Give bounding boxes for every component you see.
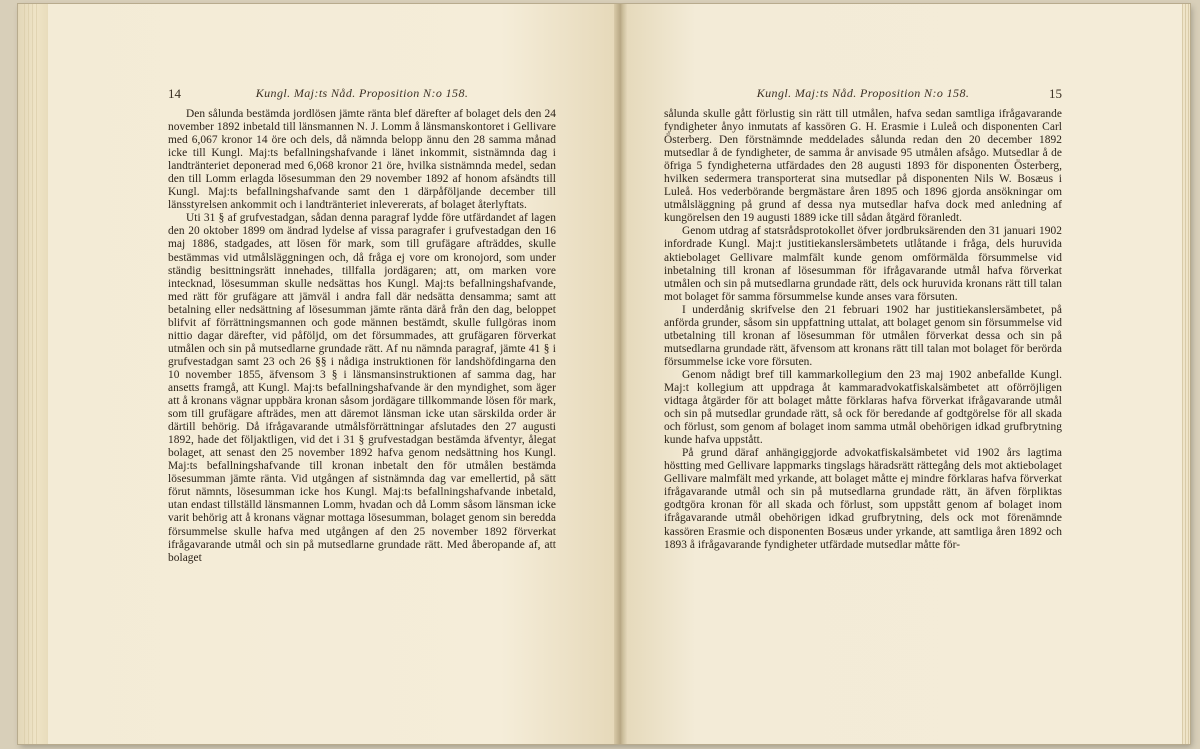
book-gutter bbox=[614, 4, 628, 744]
paragraph: Uti 31 § af grufvestadgan, sådan denna paragraf lydde före utfärdandet af lagen den 20 oktober 1899 om ändrad lydelse af vissa paragrafer i grufvestadgan den 16 maj 1886, stadgades, att lösen för mark, som till grufägare afträddes, skulle bestämmas vid utmålsläggningen och, då fråga ej vore om kronojord, som under ständig besittningsrätt innehades, tillfalla jordägaren; att, om marken vore intecknad, lösesumman skulle nedsättas hos Kungl. Maj:ts befallningshafvande, med rätt för grufägare att jämväl i andra fall där nedsätta densamma; samt att betalning eller nedsättning af lösesumman jämte ränta därå från den dag, beloppet blifvit af förrättningsmannen och gode männen bestämdt, skulle fullgöras inom nittio dagar därefter, vid påföljd, om det försummades, att grufägaren förverkat utmålen och sin på mutsedlarne grundade rätt. Af nu nämnda paragraf, jämte 41 § i grufvestadgan samt 23 och 26 §§ i nådiga instruktionen för landshöfdingarna den 10 november 1855, äfvensom 3 § i länsmansinstruktionen af samma dag, har ansetts framgå, att Kungl. Maj:ts befallningshafvande är den myndighet, som äger att å kronans vägnar uppbära kronan såsom jordägare tillkommande lösen för mark, som till grufägare afträdes, men att däremot länsman icke utan särskilda order är därtill behörig. Då ifrågavarande utmålsförrättningar afslutades den 27 augusti 1892, hade det följaktligen, vid det i 31 § grufvestadgan bestämda äfventyr, ålegat bolaget, att senast den 25 november 1892 hafva genom nedsättning hos Kungl. Maj:ts befallningshafvande till kronan inbetalt den för utmålen bestämda lösesumman jämte ränta. Vid utgången af sistnämnda dag var emellertid, på sätt förut nämnts, lösesumman icke hos Kungl. Maj:ts befallningshafvande inbetald, utan endast tillställd länsmannen Lomm, hvadan och då Lomm såsom länsman icke varit behörig att å kronans vägnar mottaga lösesumman, bolaget genom sin beredda försummelse skulle hafva med utgången af den 25 november 1892 förverkat ifrågavarande utmål och sin på mutsedlarne grundade rätt. Med åberopande af, att bolaget bbox=[168, 212, 556, 564]
paragraph: Den sålunda bestämda jordlösen jämte ränta blef därefter af bolaget dels den 24 november 1892 inbetald till länsmannen N. J. Lomm å länsmanskontoret i Gellivare med 6,067 kronor 14 öre och dels, då nämnda belopp ännu den 28 samma månad icke till Kungl. Maj:ts befallningshafvande i länet inkommit, sistnämnda dag i landtränteriet deponerad med 6,068 kronor 21 öre, hvilka sistnämnda medel, sedan den till Lomm erlagda lösesumman den 29 november 1892 af honom afsändts till Kungl. Maj:ts befallningshafvande samt den 1 därpåföljande december till länsstyrelsen ankommit och i landtränteriet inlevererats, af bolaget återlyftats. bbox=[168, 108, 556, 212]
paragraph: Genom nådigt bref till kammarkollegium den 23 maj 1902 anbefallde Kungl. Maj:t kollegium att uppdraga åt kammaradvokatfiskalsämbetet att oförröjligen vidtaga åtgärder för att bolaget måtte förklaras hafva förverkat ifrågavarande utmål och sin på mutsedlar grundade rätt, så ock för beredande af godtgörelse för all skada och förlust, som genom af bolaget inom samma utmål obehörigen idkad grufbrytning kunde hafva uppstått. bbox=[664, 368, 1062, 447]
left-page-body bbox=[168, 108, 556, 565]
page-edges-right bbox=[1182, 4, 1190, 744]
right-page-number: 15 bbox=[1049, 86, 1062, 101]
left-page bbox=[48, 4, 614, 744]
paragraph: Genom utdrag af statsrådsprotokollet öfver jordbruksärenden den 31 januari 1902 infordrade Kungl. Maj:t justitiekanslersämbetets utlåtande i fråga, dels huruvida aktiebolaget Gellivare malmfält kunde genom omförmälda försummelse vid inbetalning till kronan af lösesumman för ifrågavarande utmål hafva förverkat utmålen och sin på mutsedlarna grundade rätt, dels ock huruvida kronans rätt till talan mot bolaget för samma försummelse kunde anses vara försuten. bbox=[664, 225, 1062, 303]
left-page-number: 14 bbox=[168, 86, 181, 101]
page-edges-left bbox=[18, 4, 49, 744]
paragraph: I underdånig skrifvelse den 21 februari 1902 har justitiekanslersämbetet, på anförda grunder, såsom sin uppfattning uttalat, att bolaget genom sin försummelse vid utbetalning till kronan af lösesumman för utmålen förverkat dessa och sin på mutsedlarna grundade rätt, äfvensom att kronans rätt till talan mot bolaget för berörda försummelse icke vore försuten. bbox=[664, 303, 1062, 368]
right-page bbox=[628, 4, 1190, 744]
paragraph: sålunda skulle gått förlustig sin rätt till utmålen, hafva sedan samtliga ifrågavarande fyndigheter ånyo inmutats af kassören G. H. Erasmie i Luleå och disponenten Carl Österberg. Den förstnämnde meddelades sålunda redan den 20 december 1892 mutsedlar å de fyndigheter, de samma år anvisade 95 utmålen afsågo. Mutsedlar å de öfriga 5 fyndigheterna utfärdades den 28 augusti 1893 för disponenten Österberg, hvilken sedermera transporterat sina mutsedlar på disponenten Nils W. Bosæus i Luleå. Hos vederbörande bergmästare åren 1895 och 1896 gjorda ansökningar om utmålsläggning på grund af dessa nya mutsedlar hafva dock med anledning af kungörelsen den 19 augusti 1889 icke till sådan åtgärd föranledt. bbox=[664, 108, 1062, 225]
paragraph: På grund däraf anhängiggjorde advokatfiskalsämbetet vid 1902 års lagtima höstting med Gellivare lappmarks tingslags häradsrätt rättegång dels mot aktiebolaget Gellivare malmfält med yrkande, att bolaget måtte ej mindre förklaras hafva förverkat ifrågavarande utmål och sin på mutsedlarna grundade rätt, än äfven förpliktas godtgöra kronan för all skada och förlust, som uppstått genom af bolaget inom ifrågavarande utmål obehörigen idkad grufbrytning, dels ock mot förenämnde kassören Erasmie och disponenten Bosæus under yrkande, att samtliga åren 1892 och 1893 å ifrågavarande fyndigheter utfärdade mutsedlar måtte för- bbox=[664, 447, 1062, 551]
book-spread bbox=[18, 4, 1190, 744]
left-running-title: Kungl. Maj:ts Nåd. Proposition N:o 158. bbox=[255, 86, 469, 100]
right-running-title: Kungl. Maj:ts Nåd. Proposition N:o 158. bbox=[756, 86, 970, 100]
right-page-body bbox=[664, 108, 1062, 552]
